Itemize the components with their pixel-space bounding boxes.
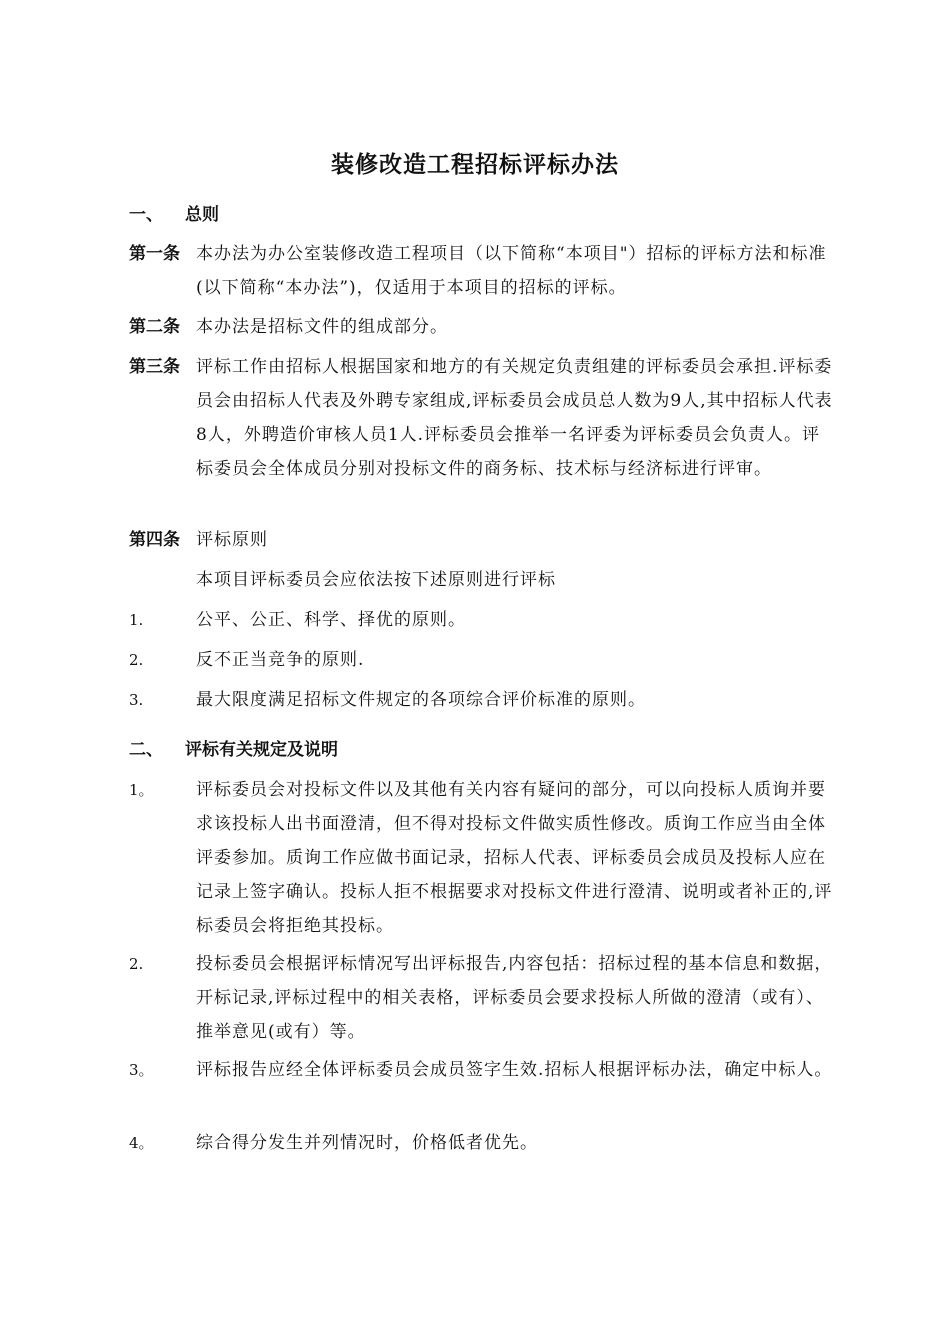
section-2-number: 二、: [129, 740, 163, 760]
principle-3-number: 3.: [129, 691, 144, 709]
rule-2-text: 投标委员会根据评标情况写出评标报告,内容包括：招标过程的基本信息和数据，开标记录,评标过程中的相关表格，评标委员会要求投标人所做的澄清（或有）、推举意见(或有）等。: [196, 954, 833, 1042]
rule-3-text: 评标报告应经全体评标委员会成员签字生效.招标人根据评标办法，确定中标人。: [196, 1060, 833, 1080]
section-1-title: 总则: [185, 205, 219, 225]
article-3-text: 评标工作由招标人根据国家和地方的有关规定负责组建的评标委员会承担.评标委员会由招标人代表及外聘专家组成,评标委员会成员总人数为9人,其中招标人代表8人，外聘造价审核人员1人.评标委员会推举一名评委为评标委员会负责人。评标委员会全体成员分别对投标文件的商务标、技术标与经济标进行评审。: [196, 357, 833, 479]
principle-1-text: 公平、公正、科学、择优的原则。: [196, 610, 466, 630]
section-1-heading: [129, 200, 219, 230]
section-2-heading: [129, 735, 338, 765]
rule-2-number: 2.: [129, 955, 144, 973]
article-4-text: 评标原则: [196, 530, 268, 550]
rule-1-text: 评标委员会对投标文件以及其他有关内容有疑问的部分，可以向投标人质询并要求该投标人出书面澄清，但不得对投标文件做实质性修改。质询工作应当由全体评委参加。质询工作应做书面记录，招标人代表、评标委员会成员及投标人应在记录上签字确认。投标人拒不根据要求对投标文件进行澄清、说明或者补正的,评标委员会将拒绝其投标。: [196, 780, 833, 936]
rule-4-text: 综合得分发生并列情况时，价格低者优先。: [196, 1133, 538, 1153]
principle-1-number: 1.: [129, 611, 144, 629]
principle-2-number: 2.: [129, 651, 144, 669]
principles-intro: 本项目评标委员会应依法按下述原则进行评标: [196, 570, 556, 590]
section-1-number: 一、: [129, 205, 163, 225]
article-2-text: 本办法是招标文件的组成部分。: [196, 317, 448, 337]
article-1-text: 本办法为办公室装修改造工程项目（以下简称“本项目"）招标的评标方法和标准(以下简称“本办法”)，仅适用于本项目的招标的评标。: [196, 244, 827, 298]
article-1-label: 第一条: [129, 244, 180, 264]
section-2-title: 评标有关规定及说明: [185, 740, 338, 760]
article-2-label: 第二条: [129, 317, 180, 337]
article-4-label: 第四条: [129, 530, 180, 550]
principle-3-text: 最大限度满足招标文件规定的各项综合评价标准的原则。: [196, 690, 646, 710]
document-title: 装修改造工程招标评标办法: [331, 152, 619, 178]
rule-4-number: 4。: [129, 1134, 154, 1152]
article-3-label: 第三条: [129, 357, 180, 377]
rule-3-number: 3。: [129, 1061, 154, 1079]
principle-2-text: 反不正当竞争的原则.: [196, 650, 365, 670]
rule-1-number: 1。: [129, 781, 154, 799]
